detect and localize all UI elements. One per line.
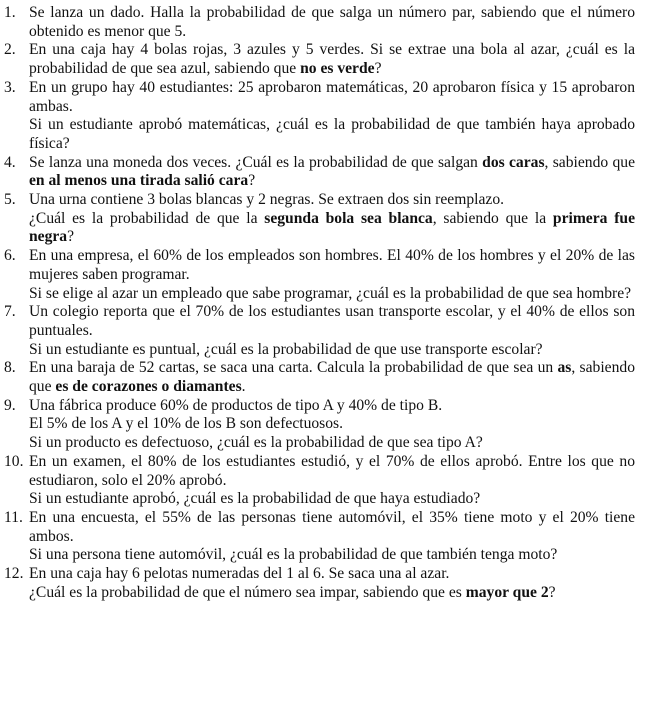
- problem-item: [0, 565, 649, 602]
- problem-item: [0, 79, 649, 154]
- problem-text: Una fábrica produce 60% de productos de tipo A y 40% de tipo B.: [29, 396, 443, 414]
- problem-text: En una baraja de 52 cartas, se saca una carta. Calcula la probabilidad de que sea un: [29, 359, 558, 377]
- emphasized-text: es de corazones o diamantes: [55, 378, 242, 396]
- problem-text: En un grupo hay 40 estudiantes: 25 aprobaron matemáticas, 20 aprobaron física y 15 aprobaron ambas.: [29, 78, 635, 115]
- problem-text: En un examen, el 80% de los estudiantes estudió, y el 70% de ellos aprobó. Entre los que no estudiaron, solo el 20% aprobó.: [29, 452, 635, 489]
- emphasized-text: dos caras: [482, 153, 545, 171]
- problem-paragraph: [29, 490, 635, 509]
- problem-text: Se lanza una moneda dos veces. ¿Cuál es la probabilidad de que salgan: [29, 153, 483, 171]
- problem-item: [0, 247, 649, 303]
- problem-text: En una encuesta, el 55% de las personas tiene automóvil, el 35% tiene moto y el 20% tiene ambos.: [29, 508, 635, 545]
- problem-text: ¿Cuál es la probabilidad de que la: [29, 209, 265, 227]
- problem-text: Se lanza un dado. Halla la probabilidad de que salga un número par, sabiendo que el número obtenido es menor que 5.: [29, 4, 635, 40]
- problem-text: Si se elige al azar un empleado que sabe programar, ¿cuál es la probabilidad de que sea hombre?: [29, 284, 632, 302]
- problem-paragraph: [29, 546, 635, 565]
- problem-paragraph: [29, 453, 635, 490]
- emphasized-text: primera fue negra: [29, 209, 635, 246]
- problem-paragraph: [29, 509, 635, 546]
- problem-text: Si un estudiante aprobó matemáticas, ¿cuál es la probabilidad de que también haya aprobado física?: [29, 116, 635, 152]
- problem-number: 12.: [4, 565, 24, 583]
- problem-item: [0, 191, 649, 247]
- problem-paragraph: [29, 434, 635, 453]
- problem-item: [0, 453, 649, 509]
- problem-paragraph: [29, 341, 635, 360]
- problem-text: Un colegio reporta que el 70% de los estudiantes usan transporte escolar, y el 40% de ellos son puntuales.: [29, 303, 635, 339]
- problem-number: 5.: [4, 191, 16, 209]
- problem-text: ¿Cuál es la probabilidad de que el número sea impar, sabiendo que es: [29, 583, 466, 601]
- problem-number: 11.: [4, 508, 23, 526]
- problem-paragraph: [29, 359, 635, 396]
- problem-paragraph: [29, 415, 635, 434]
- problem-text: ?: [248, 172, 256, 190]
- problem-paragraph: [29, 4, 635, 41]
- problem-item: [0, 41, 649, 78]
- problem-number: 6.: [4, 247, 16, 265]
- problem-item: [0, 509, 649, 565]
- emphasized-text: as: [557, 359, 572, 377]
- emphasized-text: mayor que 2: [465, 583, 549, 601]
- problem-text: ?: [548, 583, 556, 601]
- problem-paragraph: [29, 154, 635, 191]
- problem-paragraph: [29, 116, 635, 153]
- problem-text: El 5% de los A y el 10% de los B son defectuosos.: [29, 415, 344, 433]
- problem-text: , sabiendo que: [544, 153, 635, 171]
- problem-number: 1.: [4, 4, 16, 21]
- problem-number: 2.: [4, 41, 16, 59]
- problem-text: .: [241, 378, 246, 396]
- problem-number: 7.: [4, 303, 16, 321]
- problem-paragraph: [29, 303, 635, 340]
- problem-text: En una caja hay 4 bolas rojas, 3 azules y 5 verdes. Si se extrae una bola al azar, ¿cuál es la probabilidad de que sea azul, sabiendo que: [29, 41, 635, 78]
- problem-text: Si una persona tiene automóvil, ¿cuál es la probabilidad de que también tenga moto?: [29, 546, 558, 564]
- problem-number: 10.: [4, 452, 24, 470]
- problem-number: 4.: [4, 153, 16, 171]
- problem-paragraph: [29, 247, 635, 284]
- emphasized-text: en al menos una tirada salió cara: [29, 172, 249, 190]
- problem-text: En una empresa, el 60% de los empleados son hombres. El 40% de los hombres y el 20% de las mujeres saben programar.: [29, 247, 635, 283]
- problem-text: Si un producto es defectuoso, ¿cuál es la probabilidad de que sea tipo A?: [29, 434, 483, 452]
- emphasized-text: segunda bola sea blanca: [264, 209, 433, 227]
- emphasized-text: no es verde: [300, 60, 375, 78]
- problem-paragraph: [29, 41, 635, 78]
- problem-paragraph: [29, 584, 635, 603]
- problem-text: , sabiendo que: [29, 359, 635, 396]
- problem-item: [0, 4, 649, 41]
- problem-paragraph: [29, 210, 635, 247]
- problem-paragraph: [29, 79, 635, 116]
- problem-text: En una caja hay 6 pelotas numeradas del 1 al 6. Se saca una al azar.: [29, 565, 450, 583]
- problem-text: , sabiendo que la: [432, 209, 553, 227]
- problem-list: [0, 4, 649, 603]
- problem-paragraph: [29, 191, 635, 210]
- problem-text: Si un estudiante aprobó, ¿cuál es la probabilidad de que haya estudiado?: [29, 490, 481, 508]
- problem-item: [0, 397, 649, 453]
- problem-number: 9.: [4, 396, 16, 414]
- problem-text: Una urna contiene 3 bolas blancas y 2 negras. Se extraen dos sin reemplazo.: [29, 191, 505, 209]
- problem-item: [0, 359, 649, 396]
- problem-paragraph: [29, 565, 635, 584]
- problem-paragraph: [29, 285, 635, 304]
- problem-text: ?: [374, 60, 382, 78]
- problem-text: Si un estudiante es puntual, ¿cuál es la probabilidad de que use transporte escolar?: [29, 340, 543, 358]
- problem-item: [0, 303, 649, 359]
- problem-number: 8.: [4, 359, 16, 377]
- problem-text: ?: [67, 228, 75, 246]
- problem-item: [0, 154, 649, 191]
- problem-number: 3.: [4, 78, 16, 96]
- problem-paragraph: [29, 397, 635, 416]
